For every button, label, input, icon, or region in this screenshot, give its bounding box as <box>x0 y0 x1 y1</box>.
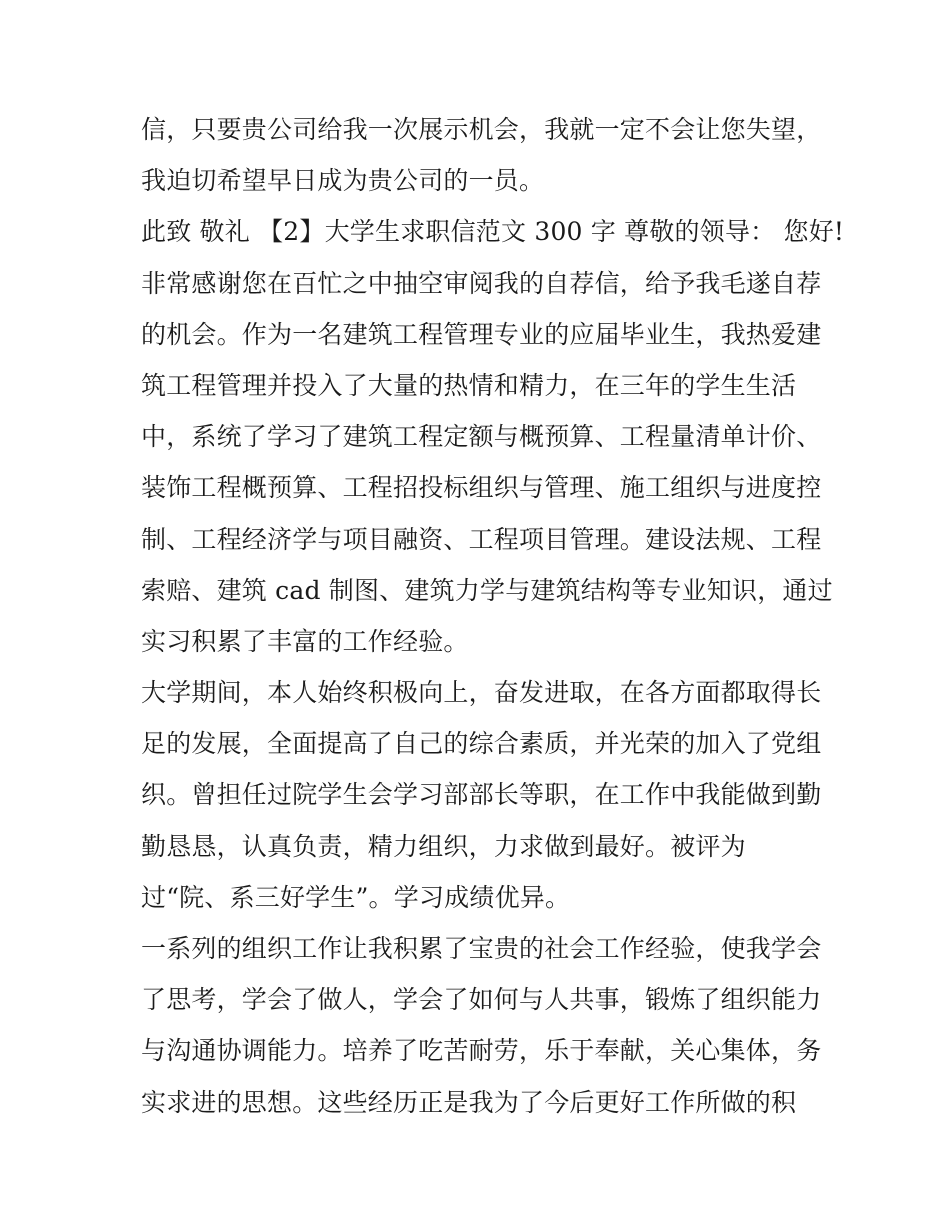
text-line: 我迫切希望早日成为贵公司的一员。 <box>141 166 545 196</box>
text-line: 中，系统了学习了建筑工程定额与概预算、工程量清单计价、 <box>141 422 822 452</box>
text-line: 制、工程经济学与项目融资、工程项目管理。建设法规、工程 <box>141 524 822 554</box>
letter-body <box>141 107 845 1131</box>
text-line: 与沟通协调能力。培养了吃苦耐劳，乐于奉献，关心集体，务 <box>141 1036 822 1066</box>
text-line: 了思考，学会了做人，学会了如何与人共事，锻炼了组织能力 <box>141 985 822 1015</box>
text-line: 非常感谢您在百忙之中抽空审阅我的自荐信，给予我毛遂自荐 <box>141 268 822 298</box>
text-line: 装饰工程概预算、工程招投标组织与管理、施工组织与进度控 <box>141 473 822 503</box>
text-line: 一系列的组织工作让我积累了宝贵的社会工作经验，使我学会 <box>141 934 822 963</box>
text-line: 过“院、系三好学生”。学习成绩优异。 <box>141 882 571 912</box>
text-line: 勤恳恳，认真负责，精力组织，力求做到最好。被评为 <box>141 831 746 861</box>
text-line: 实习积累了丰富的工作经验。 <box>141 626 469 656</box>
text-line: 织。曾担任过院学生会学习部部长等职，在工作中我能做到勤 <box>141 780 822 810</box>
text-line: 足的发展，全面提高了自己的综合素质，并光荣的加入了党组 <box>141 729 822 759</box>
text-line: 大学期间，本人始终积极向上，奋发进取，在各方面都取得长 <box>141 678 822 708</box>
text-line: 此致 敬礼 【2】大学生求职信范文 300 字 尊敬的领导： 您好! <box>141 217 845 247</box>
text-line: 信，只要贵公司给我一次展示机会，我就一定不会让您失望， <box>141 115 822 144</box>
text-line: 实求进的思想。这些经历正是我为了今后更好工作所做的积 <box>141 1087 797 1117</box>
text-line: 筑工程管理并投入了大量的热情和精力，在三年的学生生活 <box>141 370 797 400</box>
text-line: 索赔、建筑 cad 制图、建筑力学与建筑结构等专业知识，通过 <box>141 575 833 605</box>
text-line: 的机会。作为一名建筑工程管理专业的应届毕业生，我热爱建 <box>141 319 822 349</box>
